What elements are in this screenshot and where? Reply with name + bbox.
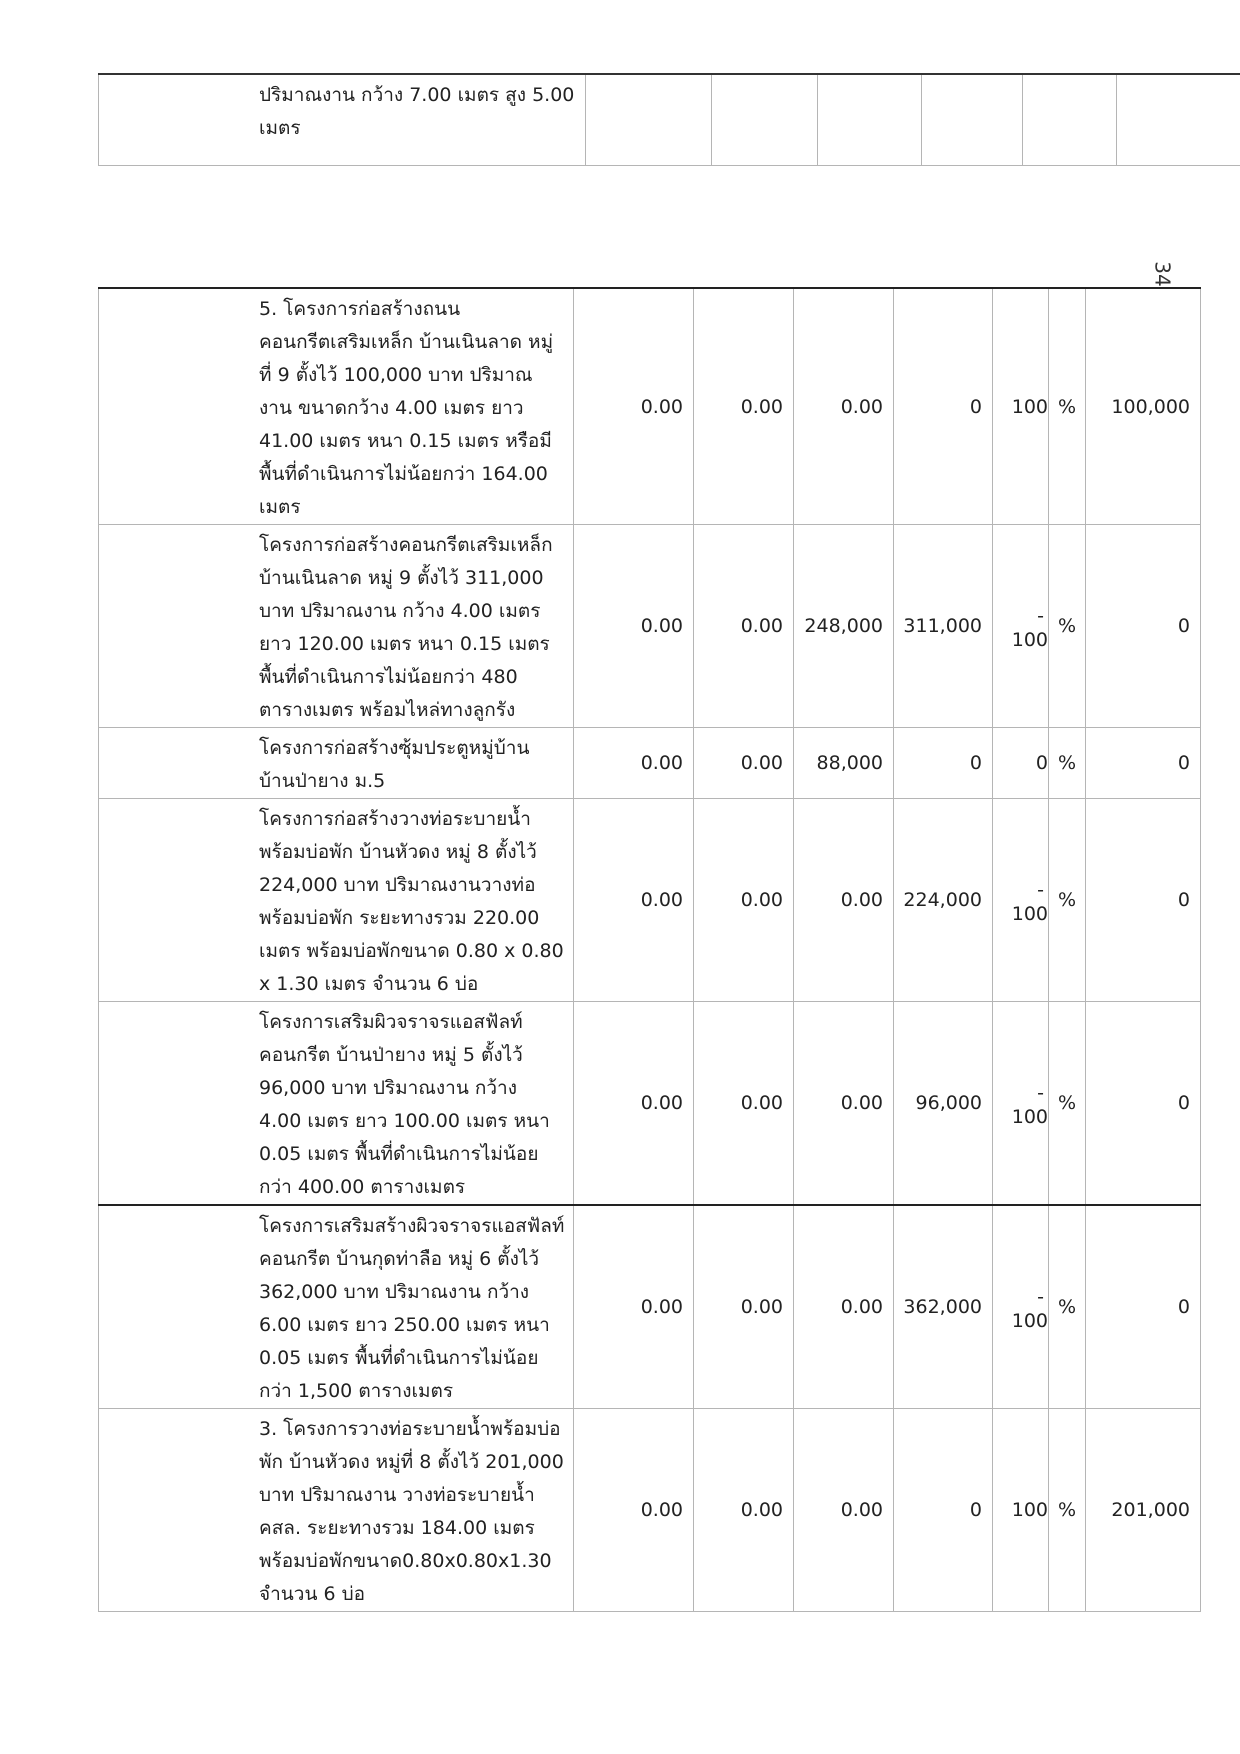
percent-number: 100 [1011,629,1048,651]
table-row [99,74,1240,166]
amount-cell-4: 224,000 [894,799,993,1002]
percent-value-cell [993,1409,1049,1612]
amount-cell-3: 0.00 [794,1002,894,1206]
percent-value-cell [993,1205,1049,1409]
negative-sign: - [1037,1082,1044,1104]
amount-cell-4: 311,000 [894,525,993,728]
table-row [99,728,1201,799]
percent-sign-cell [1049,1002,1086,1206]
amount-cell-2: 0.00 [694,525,794,728]
amount-cell-4: 0 [894,728,993,799]
negative-sign: - [1037,1286,1044,1308]
amount-cell-6: 201,000 [1086,1409,1201,1612]
amount-cell-2: 0.00 [694,1409,794,1612]
empty-cell [1117,74,1240,166]
table-row [99,525,1201,728]
percent-value [1036,749,1048,777]
percent-value [1012,393,1048,421]
amount-cell-3: 248,000 [794,525,894,728]
amount-cell-6: 0 [1086,525,1201,728]
amount-cell-2: 0.00 [694,799,794,1002]
percent-value-cell [993,728,1049,799]
percent-number: 0 [1035,752,1048,774]
percent-number: 100 [1011,1310,1048,1332]
amount-cell-1: 0.00 [574,1409,694,1612]
empty-cell [818,74,922,166]
project-description-cell [99,1002,574,1206]
empty-cell [712,74,818,166]
percent-sign-cell [1049,728,1086,799]
project-description: โครงการเสริมผิวจราจรแอสฟัลท์คอนกรีต บ้านป่ายาง หมู่ 5 ตั้งไว้ 96,000 บาท ปริมาณงาน กว้าง 4.00 เมตร ยาว 100.00 เมตร หนา 0.05 เมตร พื้นที่ดำเนินการไม่น้อยกว่า 400.00 ตารางเมตร [259,1011,550,1198]
project-description-cell [99,288,574,525]
negative-sign: - [1037,605,1044,627]
table-row [99,1409,1201,1612]
amount-cell-2: 0.00 [694,1002,794,1206]
percent-value-cell [993,799,1049,1002]
percent-sign: % [1057,615,1077,637]
negative-sign: - [1037,879,1044,901]
percent-sign: % [1057,395,1077,418]
amount-cell-1: 0.00 [574,728,694,799]
amount-cell-4: 362,000 [894,1205,993,1409]
percent-number: 100 [1011,903,1048,925]
table-row [99,288,1201,525]
percent-sign-cell [1049,525,1086,728]
amount-cell-2: 0.00 [694,1205,794,1409]
percent-sign: % [1057,889,1077,911]
amount-cell-6: 0 [1086,1002,1201,1206]
percent-value-cell [993,1002,1049,1206]
percent-value [1012,1496,1048,1524]
percent-number: 100 [1011,1106,1048,1128]
project-description-cell [99,525,574,728]
amount-cell-6: 0 [1086,1205,1201,1409]
top-continuation-table [98,73,1240,166]
amount-cell-6: 0 [1086,799,1201,1002]
budget-table [98,287,1201,1612]
percent-value [1012,1287,1048,1335]
percent-value-cell [993,525,1049,728]
amount-cell-2: 0.00 [694,728,794,799]
project-description: 5. โครงการก่อสร้างถนนคอนกรีตเสริมเหล็ก บ้านเนินลาด หมู่ที่ 9 ตั้งไว้ 100,000 บาท ปริมาณงาน ขนาดกว้าง 4.00 เมตร ยาว 41.00 เมตร หนา 0.15 เมตร หรือมีพื้นที่ดำเนินการไม่น้อยกว่า 164.00 เมตร [259,298,554,518]
amount-cell-3: 0.00 [794,288,894,525]
table-row [99,799,1201,1002]
amount-cell-4: 0 [894,1409,993,1612]
percent-value [1012,1083,1048,1131]
project-description: โครงการเสริมสร้างผิวจราจรแอสฟัลท์คอนกรีต บ้านกุดท่าลือ หมู่ 6 ตั้งไว้ 362,000 บาท ปริมาณงาน กว้าง 6.00 เมตร ยาว 250.00 เมตร หนา 0.05 เมตร พื้นที่ดำเนินการไม่น้อยกว่า 1,500 ตารางเมตร [259,1215,565,1402]
project-description: 3. โครงการวางท่อระบายน้ำพร้อมบ่อพัก บ้านหัวดง หมู่ที่ 8 ตั้งไว้ 201,000 บาท ปริมาณงาน วางท่อระบายน้ำ คสล. ระยะทางรวม 184.00 เมตร พร้อมบ่อพักขนาด0.80x0.80x1.30 จำนวน 6 บ่อ [259,1418,564,1605]
percent-sign: % [1057,1092,1077,1114]
project-description-cell [99,728,574,799]
amount-cell-4: 0 [894,288,993,525]
percent-sign-cell [1049,799,1086,1002]
table-row [99,1205,1201,1409]
project-description: โครงการก่อสร้างซุ้มประตูหมู่บ้าน บ้านป่ายาง ม.5 [259,737,530,792]
table-row [99,1002,1201,1206]
percent-sign-cell [1049,1205,1086,1409]
empty-cell [922,74,1023,166]
percent-value [1012,606,1048,654]
amount-cell-1: 0.00 [574,525,694,728]
page-number: 34 [1150,261,1175,287]
percent-sign: % [1057,1499,1077,1521]
amount-cell-1: 0.00 [574,1205,694,1409]
amount-cell-3: 0.00 [794,1205,894,1409]
amount-cell-4: 96,000 [894,1002,993,1206]
project-description: โครงการก่อสร้างวางท่อระบายน้ำพร้อมบ่อพัก บ้านหัวดง หมู่ 8 ตั้งไว้ 224,000 บาท ปริมาณงานวางท่อพร้อมบ่อพัก ระยะทางรวม 220.00 เมตร พร้อมบ่อพักขนาด 0.80 x 0.80 x 1.30 เมตร จำนวน 6 บ่อ [259,808,564,995]
percent-number: 100 [1011,1499,1048,1521]
percent-sign: % [1057,1296,1077,1318]
amount-cell-2: 0.00 [694,288,794,525]
amount-cell-1: 0.00 [574,799,694,1002]
amount-cell-6: 0 [1086,728,1201,799]
amount-cell-6: 100,000 [1086,288,1201,525]
empty-cell [1023,74,1117,166]
percent-sign-cell [1049,288,1086,525]
project-description-cell [99,1205,574,1409]
percent-value-cell [993,288,1049,525]
amount-cell-3: 0.00 [794,1409,894,1612]
project-description: ปริมาณงาน กว้าง 7.00 เมตร สูง 5.00 เมตร [259,84,575,139]
amount-cell-3: 88,000 [794,728,894,799]
percent-number: 100 [1011,395,1048,418]
project-description: โครงการก่อสร้างคอนกรีตเสริมเหล็ก บ้านเนินลาด หมู่ 9 ตั้งไว้ 311,000 บาท ปริมาณงาน กว้าง 4.00 เมตร ยาว 120.00 เมตร หนา 0.15 เมตร พื้นที่ดำเนินการไม่น้อยกว่า 480 ตารางเมตร พร้อมไหล่ทางลูกรัง [259,534,553,721]
percent-value [1012,880,1048,928]
amount-cell-1: 0.00 [574,1002,694,1206]
amount-cell-1: 0.00 [574,288,694,525]
percent-sign-cell [1049,1409,1086,1612]
project-description-cell [99,1409,574,1612]
project-description-cell [99,74,586,166]
empty-cell [586,74,712,166]
amount-cell-3: 0.00 [794,799,894,1002]
percent-sign: % [1057,752,1077,774]
project-description-cell [99,799,574,1002]
